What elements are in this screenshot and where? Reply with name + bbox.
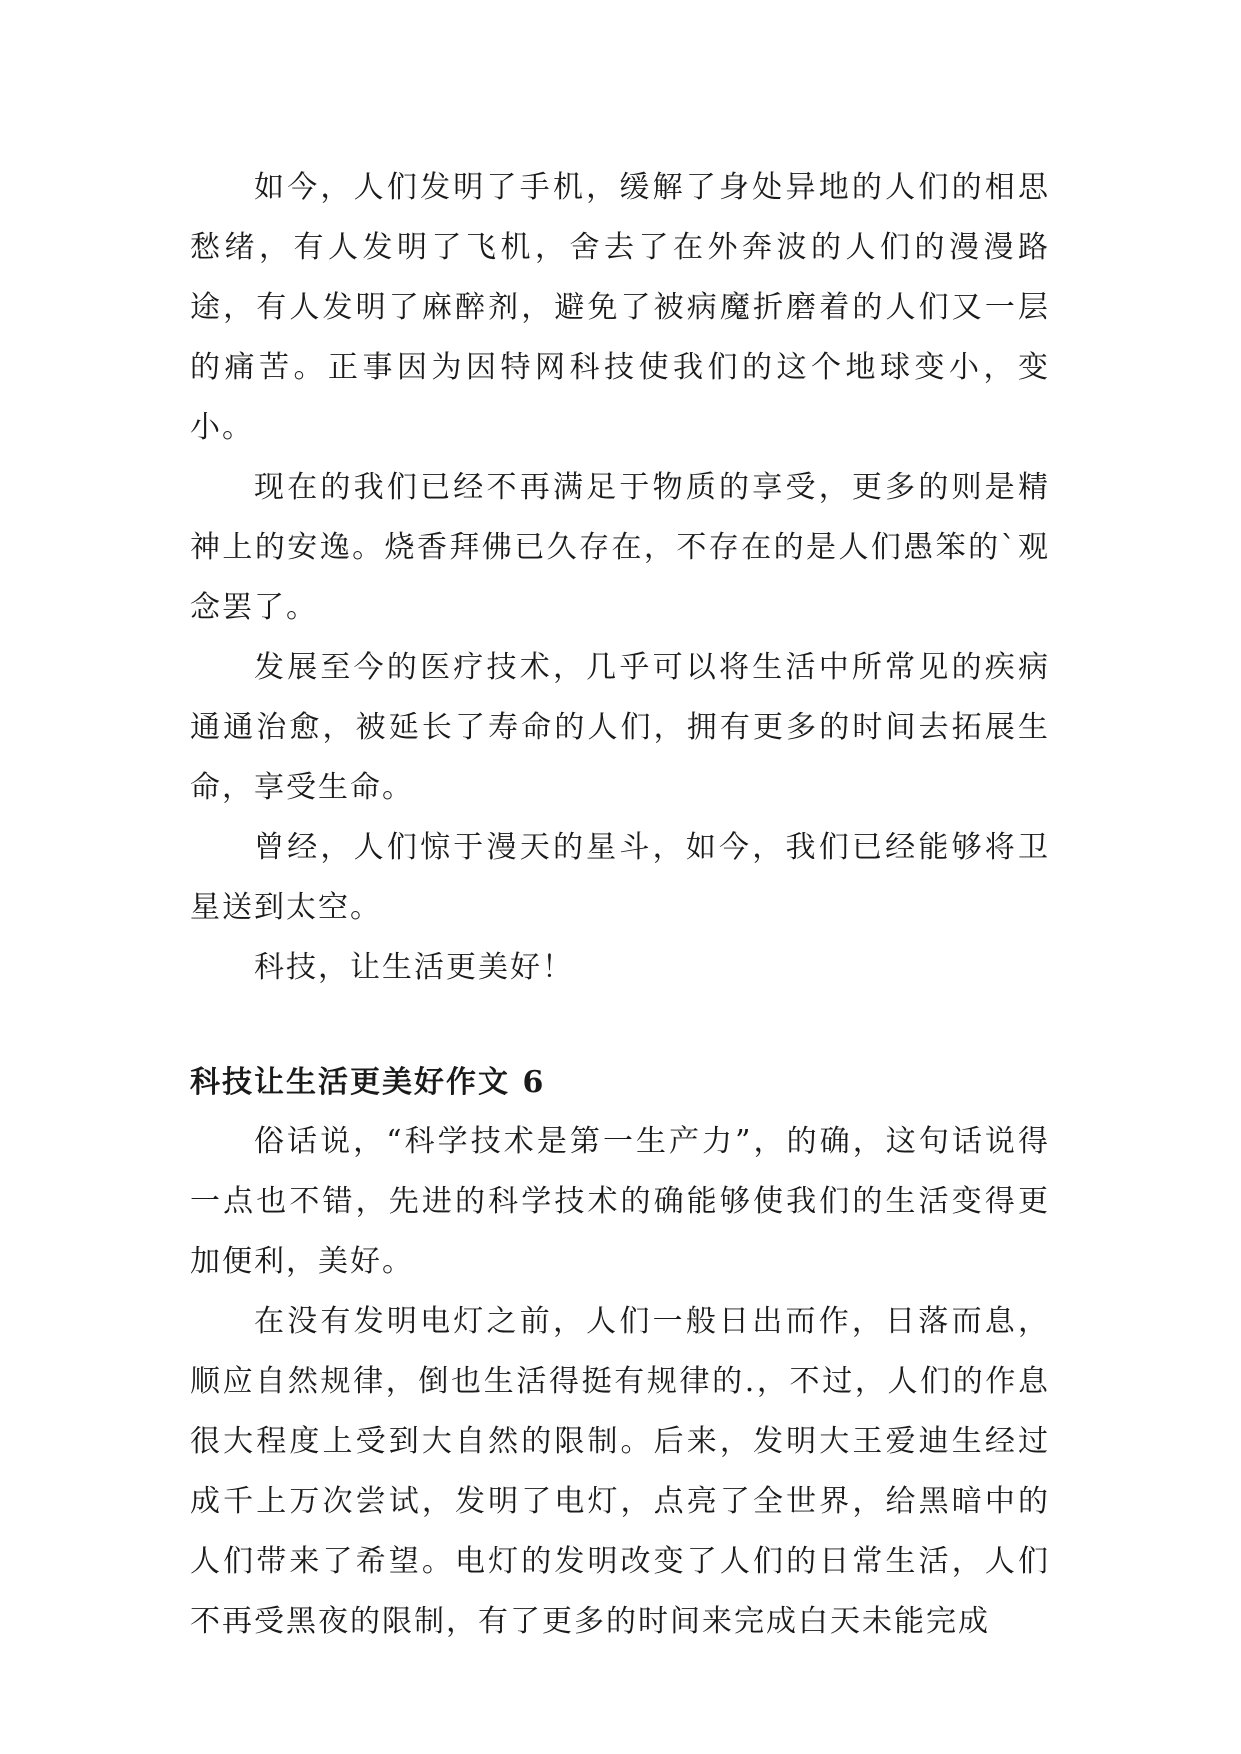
paragraph-proverb: 俗话说，“科学技术是第一生产力”，的确，这句话说得一点也不错，先进的科学技术的确能够使我们的生活变得更加便利，美好。 bbox=[190, 1124, 1050, 1279]
paragraph-satellite: 曾经，人们惊于漫天的星斗，如今，我们已经能够将卫星送到太空。 bbox=[190, 830, 1050, 925]
paragraph-spiritual-needs: 现在的我们已经不再满足于物质的享受，更多的则是精神上的安逸。烧香拜佛已久存在，不存在的是人们愚笨的`观念罢了。 bbox=[190, 470, 1050, 625]
paragraph-invention-inventions: 如今，人们发明了手机，缓解了身处异地的人们的相思愁绪，有人发明了飞机，舍去了在外奔波的人们的漫漫路途，有人发明了麻醉剂，避免了被病魔折磨着的人们又一层的痛苦。正事因为因特网科技使我们的这个地球变小，变小。 bbox=[190, 170, 1050, 445]
essay-heading: 科技让生活更美好作文 6 bbox=[190, 1065, 546, 1100]
paragraph-electric-light: 在没有发明电灯之前，人们一般日出而作，日落而息，顺应自然规律，倒也生活得挺有规律的.，不过，人们的作息很大程度上受到大自然的限制。后来，发明大王爱迪生经过成千上万次尝试，发明了电灯，点亮了全世界，给黑暗中的人们带来了希望。电灯的发明改变了人们的日常生活，人们不再受黑夜的限制，有了更多的时间来完成白天未能完成 bbox=[190, 1304, 1050, 1639]
paragraph-medical-technology: 发展至今的医疗技术，几乎可以将生活中所常见的疾病通通治愈，被延长了寿命的人们，拥有更多的时间去拓展生命，享受生命。 bbox=[190, 650, 1050, 805]
document-body bbox=[190, 158, 1050, 1652]
paragraph-conclusion: 科技，让生活更美好！ bbox=[254, 950, 574, 985]
